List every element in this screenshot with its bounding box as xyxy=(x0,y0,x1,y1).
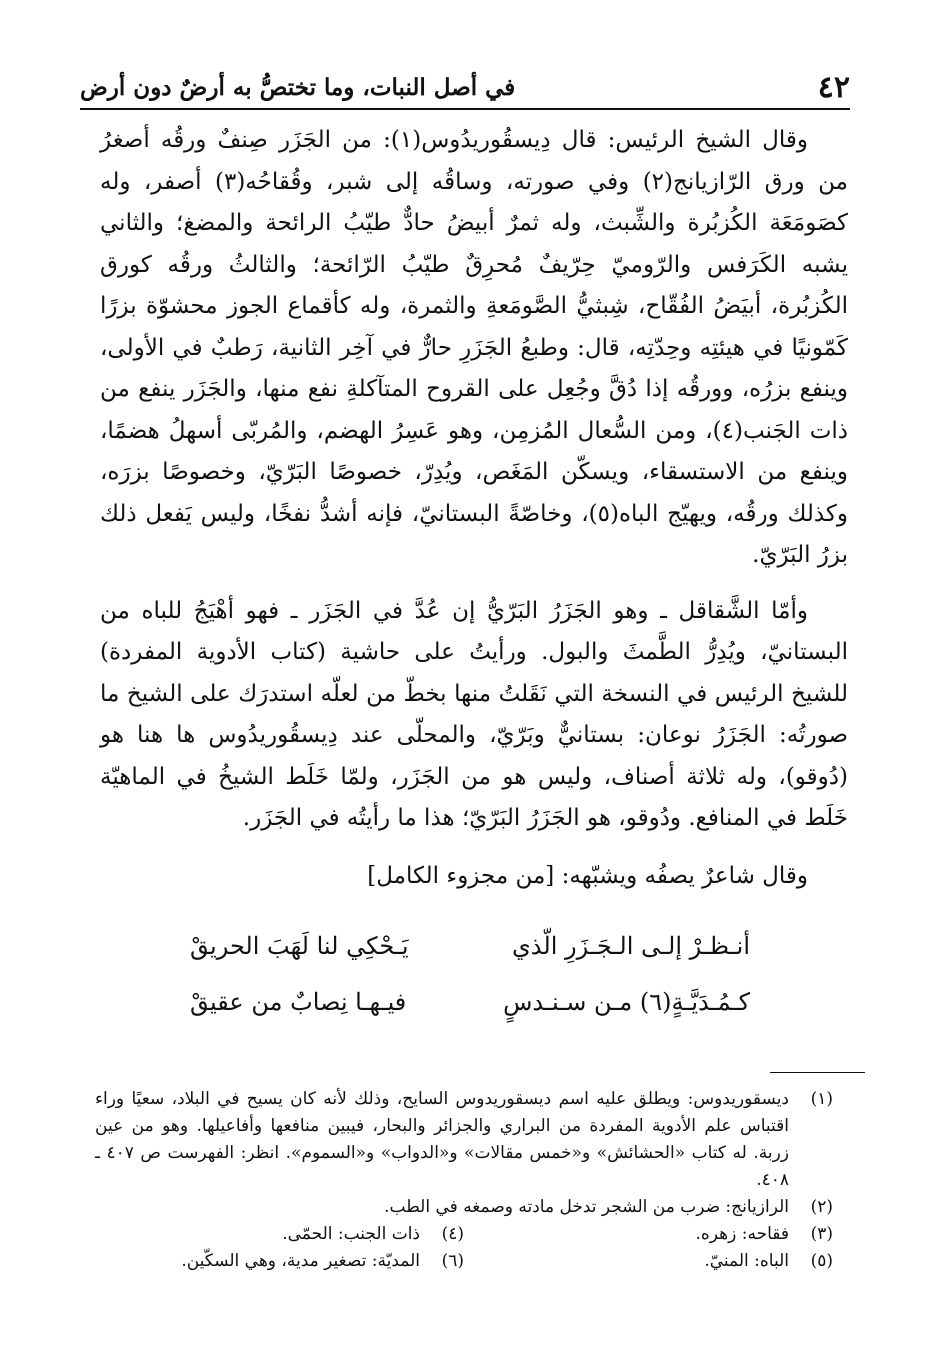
footnote-text: الباه: المنيّ. xyxy=(704,1251,789,1271)
footnote-row-3-4 xyxy=(95,1221,833,1248)
footnote-number: (٦) xyxy=(441,1251,464,1271)
footnote-6 xyxy=(95,1248,464,1275)
running-title: في أصل النبات، وما تختصُّ به أرضٌ دون أرض xyxy=(80,74,516,101)
footnote-4 xyxy=(95,1221,464,1248)
footnote-number: (٥) xyxy=(810,1251,833,1271)
paragraph-2: وأمّا الشَّقاقل ـ وهو الجَزَرُ البَرّيُّ إن عُدَّ في الجَزَر ـ فهو أهْيَجُ للباه من البستانيّ، ويُدِرُّ الطَّمثَ والبول. ورأيتُ على حاشية (كتاب الأدوية المفردة) للشيخ الرئيس في النسخة التي نَقَلتُ منها بخطّ من لعلّه استدرَك على الشيخ ما صورتُه: الجَزَرُ نوعان: بستانيٌّ وبَرّيّ، والمحلّى عند دِيسقُوريدُوس ها هنا هو (دُوقو)، وله ثلاثة أصناف، وليس هو من الجَزَر، ولمّا خَلَط الشيخُ في الماهيّة خَلَط في المنافع. ودُوقو، هو الجَزَرُ البَرّيّ؛ هذا ما رأيتُه في الجَزَر. xyxy=(100,597,848,831)
footnote-separator xyxy=(770,1072,865,1073)
paragraph-1: وقال الشيخ الرئيس: قال دِيسقُوريدُوس(١): من الجَزَر صِنفٌ ورقُه أصغرُ من ورق الرّازيانج(٢) وفي صورته، وساقُه إلى شبر، وقُقاحُه(٣) أصفر، وله كصَومَعَة الكُزبُرة والشِّبث، وله ثمرٌ أبيضُ حادٌّ طيّبُ الرائحة والمضغ؛ والثاني يشبه الكَرَفس والرّوميّ حِرّيفٌ مُحرِقٌ طيّبُ الرّائحة؛ والثالثُ ورقُه كورق الكُزبُرة، أبيَضُ الفُقّاح، شِبثيُّ الصَّومَعةِ والثمرة، وله كأقماع الجوز محشوّة بزرًا كَمّونيًا في هيئتِه وحِدّتِه، قال: وطبعُ الجَزَرِ حارٌّ في آخِر الثانية، رَطبٌ في الأولى، وينفع بزرُه، وورقُه إذا دُقَّ وجُعِل على القروح المتآكلةِ نفع منها، والجَزَر ينفع من ذات الجَنب(٤)، ومن السُّعال المُزمِن، وهو عَسِرُ الهضم، والمُربّى أسهلُ هضمًا، وينفع من الاستسقاء، ويسكّن المَغَص، ويُدِرّ، خصوصًا البَرّيّ، وخصوصًا بزرَه، وكذلك ورقُه، ويهيّج الباه(٥)، وخاصّةً البستانيّ، فإنه أشدُّ نفخًا، وليس يَفعل ذلك بزرُ البَرّيّ. xyxy=(100,127,848,568)
footnote-3 xyxy=(464,1221,833,1248)
poem xyxy=(190,918,750,1030)
poem-intro: وقال شاعرٌ يصفُه ويشبّهه: [من مجزوء الكامل] xyxy=(367,862,808,889)
footnote-text: المديّة: تصغير مدية، وهي السكّين. xyxy=(181,1251,420,1271)
footnote-text: ديسقوريدوس: ويطلق عليه اسم ديسقوريدوس السايح، وذلك لأنه كان يسيح في البلاد، سعيًا وراء اقتباس علم الأدوية المفردة من البراري والجزائر والبحار، فيبين منافعها وأفاعيلها. وهو من عين زربة. له كتاب «الحشائش» و«خمس مقالات» و«الدواب» و«السموم». انظر: الفهرست ص ٤٠٧ ـ ٤٠٨. xyxy=(95,1089,789,1190)
poem-line-1 xyxy=(190,918,750,974)
main-text xyxy=(100,120,848,913)
footnote-number: (٣) xyxy=(810,1224,833,1244)
footnote-text: الرازيانج: ضرب من الشجر تدخل مادته وصمغه في الطب. xyxy=(384,1197,789,1217)
footnote-number: (٢) xyxy=(810,1197,833,1217)
poem-line-2-second-hemistich: فيـهـا نِصابٌ من عقيقْ xyxy=(190,988,407,1016)
footnotes xyxy=(95,1086,833,1275)
footnote-number: (١) xyxy=(810,1089,833,1109)
footnote-text: فقاحه: زهره. xyxy=(695,1224,789,1244)
poem-line-1-first-hemistich: أنـظـرْ إلـى الـجَـزَرِ الّذي xyxy=(512,932,750,960)
page-number: ٤٢ xyxy=(817,70,850,105)
footnote-1 xyxy=(95,1086,833,1194)
page-header xyxy=(80,64,850,110)
footnote-2 xyxy=(95,1194,833,1221)
footnote-number: (٤) xyxy=(441,1224,464,1244)
footnote-text: ذات الجنب: الحمّى. xyxy=(282,1224,420,1244)
footnote-5 xyxy=(464,1248,833,1275)
footnote-row-5-6 xyxy=(95,1248,833,1275)
poem-line-1-second-hemistich: يَـحْكِي لنا لَهَبَ الحريقْ xyxy=(190,932,409,960)
poem-line-2-first-hemistich: كـمُـدَيَّـةٍ(٦) مـن سـنـدسٍ xyxy=(503,988,750,1016)
poem-line-2 xyxy=(190,974,750,1030)
